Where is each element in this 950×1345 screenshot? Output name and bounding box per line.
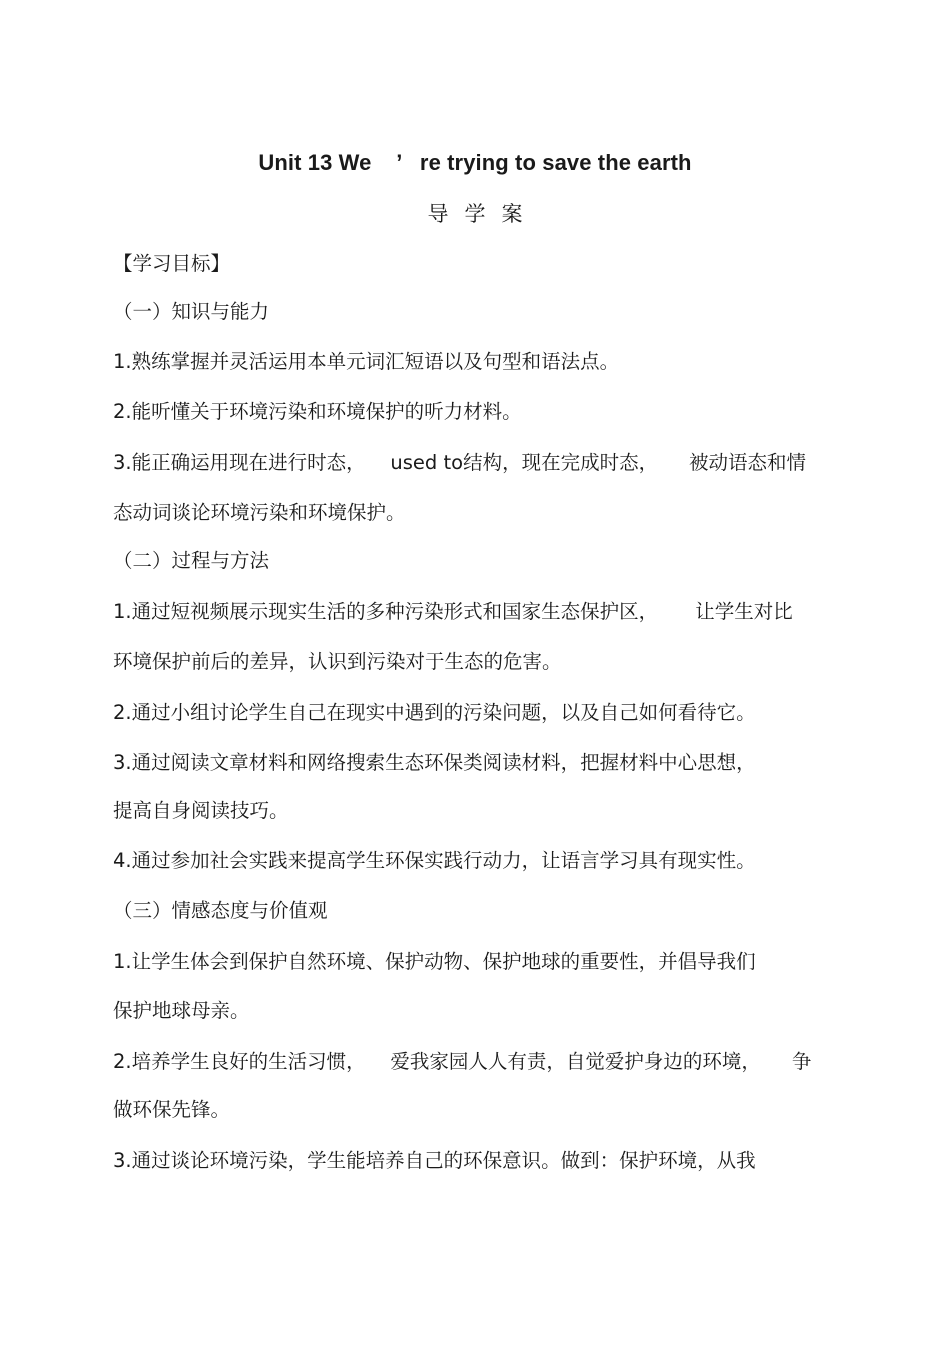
part3-item1-line2: 保护地球母亲。 (113, 999, 250, 1022)
part3-item2-line1: 2.培养学生良好的生活习惯， 爱我家园人人有责，自觉爱护身边的环境， 争 (113, 1050, 812, 1073)
part2-item3-line1: 3.通过阅读文章材料和网络搜索生态环保类阅读材料，把握材料中心思想， (113, 751, 756, 774)
part2-heading: （二）过程与方法 (113, 549, 270, 572)
part2-item2: 2.通过小组讨论学生自己在现实中遇到的污染问题，以及自己如何看待它。 (113, 701, 756, 724)
part2-item1-line1: 1.通过短视频展示现实生活的多种污染形式和国家生态保护区， 让学生对比 (113, 600, 793, 623)
part1-item3-line1: 3.能正确运用现在进行时态， used to结构，现在完成时态， 被动语态和情 (113, 451, 807, 474)
part3-item2-line2: 做环保先锋。 (113, 1098, 231, 1121)
part3-item3-line1: 3.通过谈论环境污染，学生能培养自己的环保意识。做到：保护环境，从我 (113, 1149, 756, 1172)
section-heading-goals: 【学习目标】 (113, 252, 231, 275)
part1-heading: （一）知识与能力 (113, 300, 270, 323)
part2-item4: 4.通过参加社会实践来提高学生环保实践行动力，让语言学习具有现实性。 (113, 849, 756, 872)
part2-item3-line2: 提高自身阅读技巧。 (113, 799, 289, 822)
page-title: Unit 13 We ’ re trying to save the earth (258, 150, 692, 175)
page-subtitle: 导学案 (427, 202, 539, 226)
part2-item1-line2: 环境保护前后的差异，认识到污染对于生态的危害。 (113, 650, 562, 673)
part1-item1: 1.熟练掌握并灵活运用本单元词汇短语以及句型和语法点。 (113, 350, 620, 373)
part3-heading: （三）情感态度与价值观 (113, 899, 328, 922)
part1-item2: 2.能听懂关于环境污染和环境保护的听力材料。 (113, 400, 522, 423)
part3-item1-line1: 1.让学生体会到保护自然环境、保护动物、保护地球的重要性，并倡导我们 (113, 950, 756, 973)
part1-item3-line2: 态动词谈论环境污染和环境保护。 (113, 501, 406, 524)
